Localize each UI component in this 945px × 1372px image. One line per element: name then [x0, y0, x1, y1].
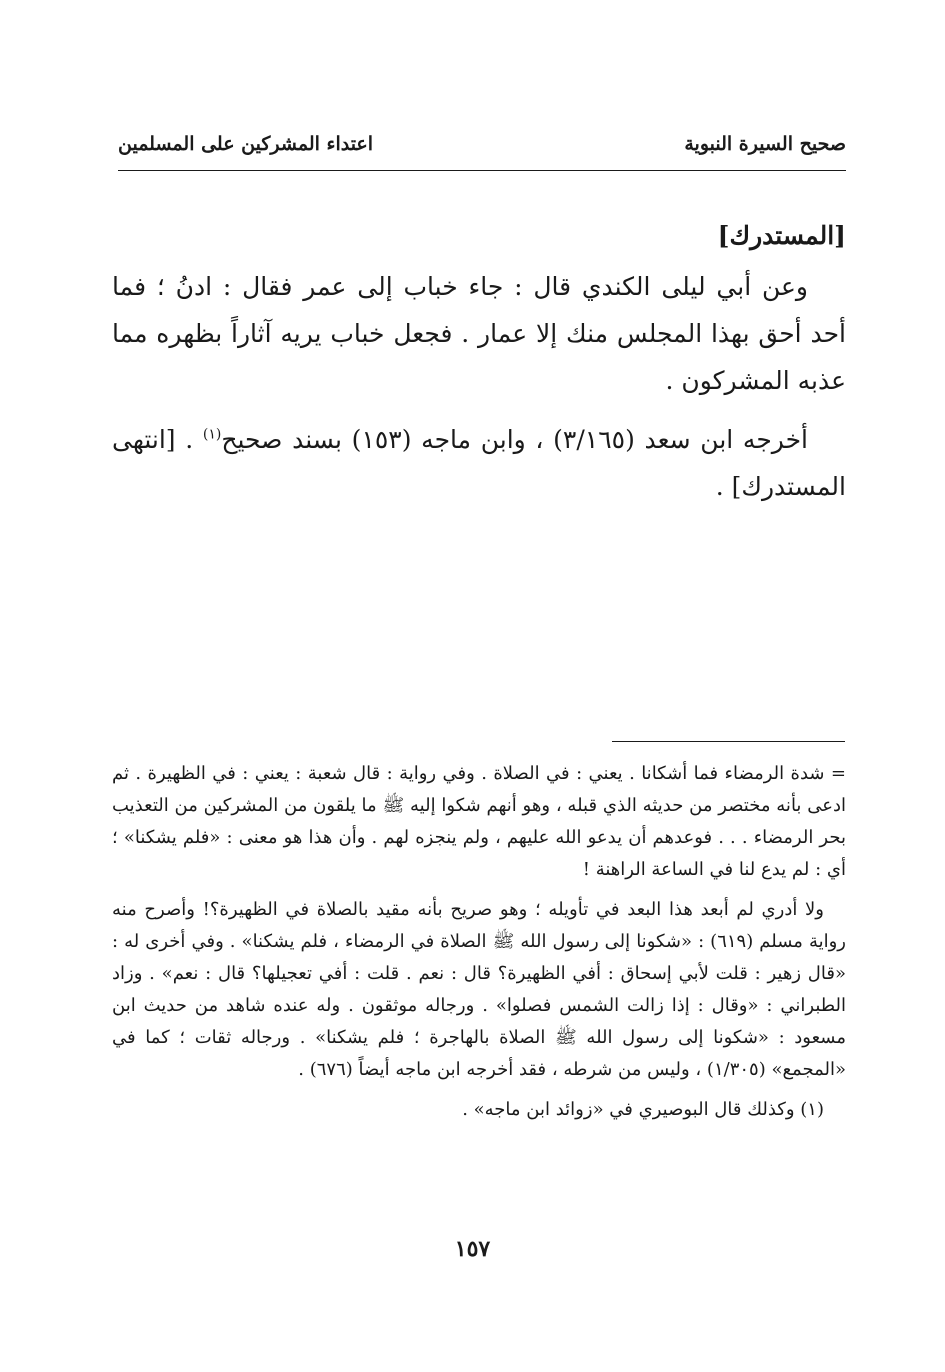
- book-title: صحيح السيرة النبوية: [684, 133, 846, 155]
- citation-paragraph: [112, 416, 846, 510]
- page-number: ١٥٧: [454, 1236, 491, 1262]
- section-heading: [المستدرك]: [717, 221, 846, 250]
- chapter-title: اعتداء المشركين على المسلمين: [118, 133, 374, 155]
- main-text: [112, 212, 846, 510]
- citation-text: أخرجه ابن سعد (٣/١٦٥) ، وابن ماجه (١٥٣) بسند صحيح: [221, 425, 808, 454]
- footnote-1: (١) وكذلك قال البوصيري في «زوائد ابن ماجه» .: [462, 1099, 824, 1120]
- citation-end: . [انتهى المستدرك] .: [112, 425, 846, 501]
- running-header: [118, 126, 846, 171]
- footnote-separator: [612, 741, 845, 742]
- footnote-continuation: = شدة الرمضاء فما أشكانا . يعني : في الصلاة . وفي رواية : قال شعبة : يعني : في الظهيرة . ثم ادعى بأنه مختصر من حديثه الذي قبله ، وهو أنهم شكوا إليه ﷺ ما يلقون من المشركين من التعذيب بحر الرمضاء . . . فوعدهم أن يدعو الله عليهم ، ولم ينجزه لهم . وأن هذا هو معنى : «فلم يشكنا» ؛ أي : لم يدع لنا في الساعة الراهنة !: [112, 763, 846, 880]
- footnote-reference: (١): [202, 426, 222, 443]
- narration-paragraph: وعن أبي ليلى الكندي قال : جاء خباب إلى عمر فقال : ادنُ ؛ فما أحد أحق بهذا المجلس منك إلا عمار . فجعل خباب يريه آثاراً بظهره مما عذبه المشركون .: [112, 272, 846, 395]
- footnotes: [112, 758, 846, 1126]
- footnote-continuation: ولا أدري لم أبعد هذا البعد في تأويله ؛ وهو صريح بأنه مقيد بالصلاة في الظهيرة؟! وأصرح منه رواية مسلم (٦١٩) : «شكونا إلى رسول الله ﷺ الصلاة في الرمضاء ، فلم يشكنا» . وفي أخرى له : «قال زهير : قلت لأبي إسحاق : أفي الظهيرة؟ قال : نعم . قلت : أفي تعجيلها؟ قال : نعم» . وزاد الطبراني : «وقال : إذا زالت الشمس فصلوا» . ورجاله موثقون . وله عنده شاهد من حديث ابن مسعود : «شكونا إلى رسول الله ﷺ الصلاة بالهاجرة ؛ فلم يشكنا» . ورجاله ثقات ؛ كما في «المجمع» (١/٣٠٥) ، وليس من شرطه ، فقد أخرجه ابن ماجه أيضاً (٦٧٦) .: [112, 899, 847, 1080]
